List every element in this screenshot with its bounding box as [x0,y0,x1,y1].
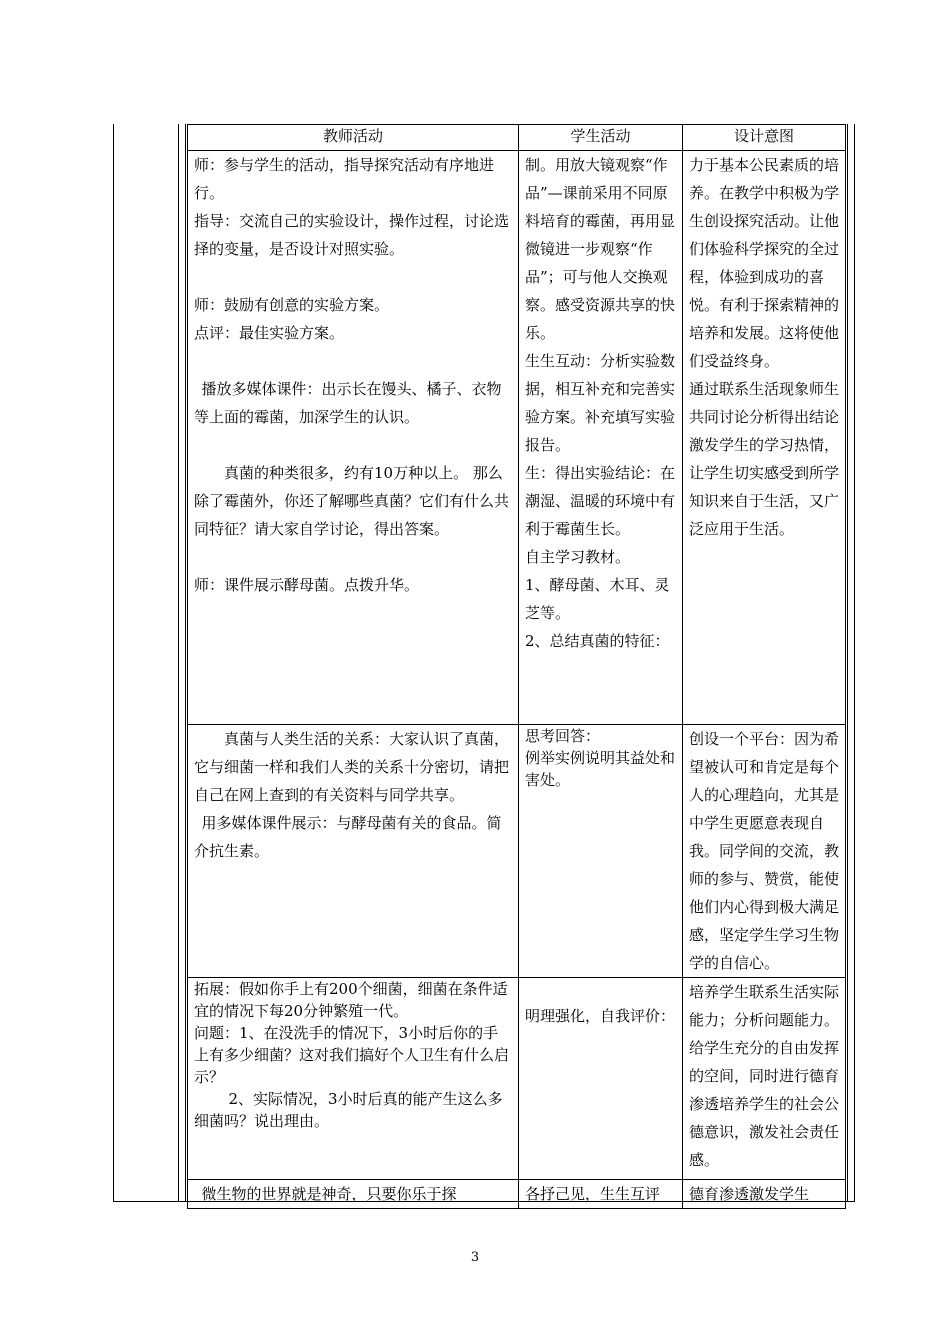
header-design-intent: 设计意图 [683,125,846,151]
page-number: 3 [470,1250,480,1265]
frame-divider [185,124,186,1202]
cell-paragraph: 真菌的种类很多，约有10万种以上。 那么除了霉菌外，你还了解哪些真菌？它们有什么共同特征？请大家自学讨论，得出答案。 [194,464,510,538]
design-cell [683,978,846,1180]
cell-paragraph: 例举实例说明其益处和害处。 [525,749,676,789]
cell-paragraph: 师：参与学生的活动，指导探究活动有序地进行。 [194,156,495,202]
frame-divider [178,124,179,1202]
teacher-cell [188,1180,519,1209]
cell-paragraph: 2、总结真菌的特征： [525,632,670,650]
teacher-cell [188,151,519,725]
blank-line [194,543,512,571]
cell-paragraph: 力于基本公民素质的培养。在教学中积极为学生创设探究活动。让他们体验科学探究的全过程，体验到成功的喜悦。有利于探索精神的培养和发展。这将使他们受益终身。 [689,156,840,370]
cell-paragraph: 拓展：假如你手上有200个细菌，细菌在条件适宜的情况下每20分钟繁殖一代。 [194,980,508,1020]
cell-paragraph: 培养学生联系生活实际能力；分析问题能力。给学生充分的自由发挥的空间，同时进行德育渗透培养学生的社会公德意识，激发社会责任感。 [689,983,840,1169]
student-cell [519,978,683,1180]
cell-paragraph: 师：课件展示酵母菌。点拨升华。 [194,576,420,594]
blank-line [194,263,512,291]
cell-paragraph: 各抒己见，生生互评 [525,1185,661,1203]
blank-line [194,347,512,375]
cell-paragraph: 生：得出实验结论：在潮湿、温暖的环境中有利于霉菌生长。 [525,464,676,538]
cell-paragraph: 指导：交流自己的实验设计，操作过程，讨论选择的变量，是否设计对照实验。 [194,212,510,258]
table-row [188,151,846,725]
cell-paragraph: 点评：最佳实验方案。 [194,324,345,342]
header-teacher-activity: 教师活动 [188,125,519,151]
cell-paragraph: 明理强化，自我评价： [525,1007,676,1025]
table-row [188,978,846,1180]
cell-paragraph: 1、酵母菌、木耳、灵芝等。 [525,576,670,622]
cell-paragraph: 思考回答： [525,727,601,745]
student-cell [519,151,683,725]
cell-paragraph: 微生物的世界就是神奇，只要你乐于探 [201,1185,457,1203]
table-row [188,725,846,978]
design-cell [683,1180,846,1209]
cell-paragraph: 问题：1、在没洗手的情况下，3小时后你的手上有多少细菌？这对我们搞好个人卫生有什么启示？ [194,1024,510,1086]
cell-paragraph: 用多媒体课件展示：与酵母菌有关的食品。简介抗生素。 [194,814,502,860]
header-student-activity: 学生活动 [519,125,683,151]
cell-paragraph: 生生互动：分析实验数据，相互补充和完善实验方案。补充填写实验报告。 [525,352,676,454]
blank-line [194,431,512,459]
teacher-cell [188,978,519,1180]
cell-paragraph: 播放多媒体课件：出示长在馒头、橘子、衣物等上面的霉菌，加深学生的认识。 [194,380,502,426]
cell-paragraph: 制。用放大镜观察“作品”—课前采用不同原料培育的霉菌，再用显微镜进一步观察“作品”；可与他人交换观察。感受资源共享的快乐。 [525,156,676,342]
teacher-cell [188,725,519,978]
cell-paragraph: 德育渗透激发学生 [689,1185,810,1203]
student-cell [519,725,683,978]
cell-paragraph: 创设一个平台：因为希望被认可和肯定是每个人的心理趋向，尤其是中学生更愿意表现自我。同学间的交流，教师的参与、赞赏，能使他们内心得到极大满足感，坚定学生学习生物学的自信心。 [689,730,840,972]
cell-paragraph: 2、实际情况，3小时后真的能产生这么多细菌吗？说出理由。 [194,1090,503,1130]
cell-paragraph: 真菌与人类生活的关系：大家认识了真菌，它与细菌一样和我们人类的关系十分密切，请把自己在网上查到的有关资料与同学共享。 [194,730,510,804]
design-cell [683,151,846,725]
cell-paragraph: 通过联系生活现象师生共同讨论分析得出结论激发学生的学习热情，让学生切实感受到所学知识来自于生活，又广泛应用于生活。 [689,380,840,538]
lesson-plan-table [187,124,846,1209]
design-cell [683,725,846,978]
cell-paragraph: 师：鼓励有创意的实验方案。 [194,296,390,314]
cell-paragraph: 自主学习教材。 [525,548,631,566]
student-cell [519,1180,683,1209]
table-header-row [188,125,846,151]
frame-divider [847,124,848,1202]
table-row [188,1180,846,1209]
